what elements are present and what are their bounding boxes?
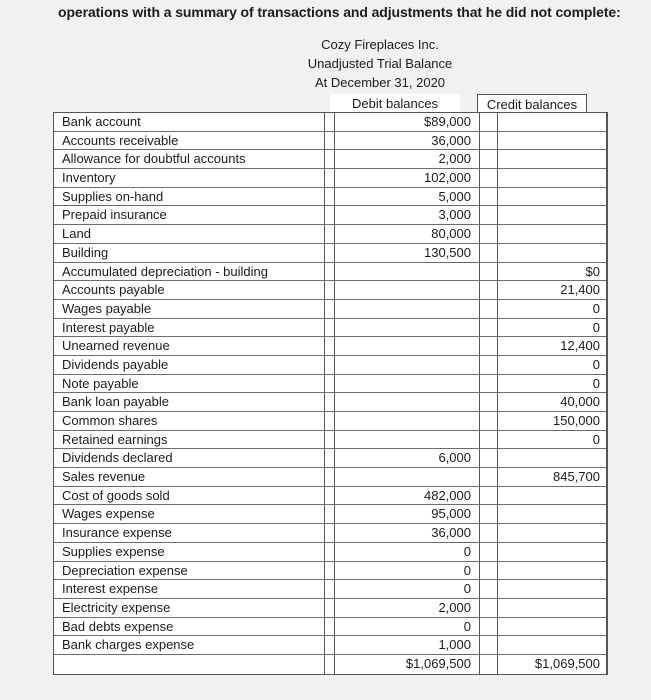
column-spacer: [480, 431, 497, 449]
debit-cell: 80,000: [334, 225, 480, 243]
account-name: Interest payable: [62, 319, 155, 335]
table-row: [54, 132, 607, 151]
credit-cell: [497, 505, 607, 523]
credit-balances-header: Credit balances: [477, 94, 587, 114]
column-spacer: [324, 431, 334, 449]
column-spacer: [480, 524, 497, 542]
credit-cell: [497, 543, 607, 561]
debit-cell: 6,000: [334, 449, 480, 467]
debit-cell: 1,000: [334, 636, 480, 654]
debit-cell: $1,069,500: [334, 655, 480, 674]
table-row: [54, 150, 607, 169]
debit-balances-header: Debit balances: [330, 94, 460, 113]
column-spacer: [480, 599, 497, 617]
debit-cell: $89,000: [334, 113, 480, 131]
table-row: [54, 113, 607, 132]
column-spacer: [324, 375, 334, 393]
credit-cell: [497, 580, 607, 598]
credit-cell: [497, 599, 607, 617]
credit-cell: 0: [497, 300, 607, 318]
column-spacer: [480, 113, 497, 131]
table-row: [54, 524, 607, 543]
account-name: Supplies on-hand: [62, 188, 164, 204]
column-spacer: [480, 449, 497, 467]
table-row: [54, 206, 607, 225]
table-row: [54, 225, 607, 244]
credit-cell: 40,000: [497, 393, 607, 411]
debit-cell: [334, 337, 480, 355]
account-name: Sales revenue: [62, 469, 146, 485]
column-spacer: [480, 468, 497, 486]
column-spacer: [480, 393, 497, 411]
column-spacer: [480, 300, 497, 318]
debit-cell: 482,000: [334, 487, 480, 505]
account-name: Dividends payable: [62, 356, 169, 372]
debit-cell: [334, 281, 480, 299]
debit-cell: [334, 468, 480, 486]
table-row: [54, 188, 607, 207]
credit-cell: [497, 113, 607, 131]
account-name: Allowance for doubtful accounts: [62, 151, 246, 167]
account-name: Dividends declared: [62, 450, 173, 466]
account-name: Bank account: [62, 114, 141, 129]
column-spacer: [324, 244, 334, 262]
column-spacer: [480, 487, 497, 505]
column-spacer: [480, 337, 497, 355]
credit-cell: [497, 449, 607, 467]
table-row: [54, 543, 607, 562]
account-name: Building: [62, 244, 109, 260]
table-row: [54, 431, 607, 450]
report-title: Unadjusted Trial Balance: [307, 56, 453, 71]
account-name: [54, 655, 324, 674]
column-spacer: [324, 449, 334, 467]
credit-cell: 150,000: [497, 412, 607, 430]
column-spacer: [480, 412, 497, 430]
table-row: [54, 337, 607, 356]
credit-cell: 0: [497, 356, 607, 374]
account-name: Inventory: [62, 170, 116, 186]
credit-cell: [497, 188, 607, 206]
table-row: [54, 487, 607, 506]
column-spacer: [324, 393, 334, 411]
column-spacer: [324, 337, 334, 355]
table-row: [54, 356, 607, 375]
credit-cell: [497, 636, 607, 654]
report-date: At December 31, 2020: [314, 75, 446, 90]
account-name: Prepaid insurance: [62, 207, 167, 223]
credit-cell: 0: [497, 375, 607, 393]
account-name: Retained earnings: [62, 431, 168, 447]
column-spacer: [324, 505, 334, 523]
report-titles: [250, 35, 510, 92]
table-row: [54, 449, 607, 468]
table-row: [54, 263, 607, 282]
column-spacer: [324, 412, 334, 430]
debit-cell: 0: [334, 543, 480, 561]
column-spacer: [324, 524, 334, 542]
credit-cell: [497, 562, 607, 580]
column-spacer: [480, 319, 497, 337]
column-spacer: [324, 132, 334, 150]
account-name: Unearned revenue: [62, 338, 170, 354]
table-row: [54, 412, 607, 431]
table-row: [54, 636, 607, 655]
debit-cell: [334, 319, 480, 337]
credit-cell: [497, 169, 607, 187]
column-spacer: [324, 618, 334, 636]
table-row: [54, 281, 607, 300]
column-spacer: [324, 188, 334, 206]
table-row: [54, 169, 607, 188]
debit-cell: 130,500: [334, 244, 480, 262]
credit-cell: [497, 618, 607, 636]
column-spacer: [480, 150, 497, 168]
debit-cell: 36,000: [334, 524, 480, 542]
debit-cell: 5,000: [334, 188, 480, 206]
account-name: Bad debts expense: [62, 618, 174, 634]
column-spacer: [480, 263, 497, 281]
table-row: [54, 300, 607, 319]
credit-cell: 845,700: [497, 468, 607, 486]
column-spacer: [324, 169, 334, 187]
column-spacer: [324, 487, 334, 505]
debit-cell: [334, 300, 480, 318]
table-row: [54, 580, 607, 599]
column-spacer: [480, 655, 497, 674]
debit-cell: 0: [334, 580, 480, 598]
column-spacer: [480, 356, 497, 374]
account-name: Cost of goods sold: [62, 487, 170, 503]
credit-cell: [497, 244, 607, 262]
column-spacer: [324, 225, 334, 243]
trial-balance-table: [53, 112, 608, 675]
table-row: [54, 393, 607, 412]
account-name: Supplies expense: [62, 543, 165, 559]
company-name: Cozy Fireplaces Inc.: [321, 37, 439, 52]
column-spacer: [324, 636, 334, 654]
credit-cell: $1,069,500: [497, 655, 607, 674]
table-row: [54, 375, 607, 394]
column-spacer: [480, 206, 497, 224]
totals-row: [54, 655, 607, 674]
column-spacer: [324, 599, 334, 617]
column-spacer: [324, 113, 334, 131]
debit-cell: 95,000: [334, 505, 480, 523]
column-spacer: [324, 150, 334, 168]
debit-cell: 3,000: [334, 206, 480, 224]
column-spacer: [480, 188, 497, 206]
column-spacer: [480, 225, 497, 243]
credit-cell: [497, 225, 607, 243]
column-spacer: [324, 300, 334, 318]
account-name: Accumulated depreciation - building: [62, 263, 268, 279]
column-spacer: [480, 618, 497, 636]
account-name: Bank loan payable: [62, 394, 169, 410]
account-name: Accounts receivable: [62, 132, 179, 148]
column-spacer: [324, 206, 334, 224]
table-row: [54, 468, 607, 487]
column-spacer: [324, 655, 334, 674]
column-spacer: [480, 375, 497, 393]
debit-cell: [334, 356, 480, 374]
debit-cell: 2,000: [334, 599, 480, 617]
account-name: Wages expense: [62, 506, 155, 522]
debit-cell: [334, 393, 480, 411]
column-spacer: [480, 505, 497, 523]
account-name: Common shares: [62, 413, 158, 428]
account-name: Electricity expense: [62, 599, 171, 615]
intro-text: operations with a summary of transactions and adjustments that he did not complete:: [58, 4, 621, 20]
account-name: Insurance expense: [62, 525, 172, 541]
column-spacer: [324, 580, 334, 598]
credit-cell: [497, 150, 607, 168]
table-row: [54, 562, 607, 581]
table-row: [54, 599, 607, 618]
column-spacer: [480, 132, 497, 150]
column-spacer: [480, 244, 497, 262]
debit-cell: [334, 263, 480, 281]
debit-cell: 0: [334, 618, 480, 636]
credit-cell: 21,400: [497, 281, 607, 299]
credit-cell: 0: [497, 431, 607, 449]
account-name: Accounts payable: [62, 282, 165, 298]
account-name: Land: [62, 226, 91, 242]
account-name: Interest expense: [62, 581, 159, 597]
column-spacer: [480, 543, 497, 561]
credit-cell: [497, 132, 607, 150]
debit-cell: 2,000: [334, 150, 480, 168]
account-name: Wages payable: [62, 300, 152, 316]
credit-cell: [497, 524, 607, 542]
column-spacer: [324, 281, 334, 299]
debit-cell: [334, 412, 480, 430]
credit-cell: 0: [497, 319, 607, 337]
credit-cell: [497, 206, 607, 224]
debit-cell: 36,000: [334, 132, 480, 150]
column-spacer: [480, 281, 497, 299]
column-spacer: [480, 580, 497, 598]
column-spacer: [324, 319, 334, 337]
column-spacer: [324, 263, 334, 281]
debit-cell: 0: [334, 562, 480, 580]
credit-cell: 12,400: [497, 337, 607, 355]
column-spacer: [324, 543, 334, 561]
column-spacer: [480, 636, 497, 654]
credit-cell: $0: [497, 263, 607, 281]
account-name: Note payable: [62, 375, 139, 391]
column-spacer: [324, 562, 334, 580]
debit-cell: 102,000: [334, 169, 480, 187]
table-row: [54, 505, 607, 524]
account-name: Bank charges expense: [62, 637, 195, 653]
column-spacer: [324, 468, 334, 486]
account-name: Depreciation expense: [62, 562, 188, 578]
table-row: [54, 618, 607, 637]
credit-cell: [497, 487, 607, 505]
column-spacer: [324, 356, 334, 374]
debit-cell: [334, 431, 480, 449]
column-spacer: [480, 169, 497, 187]
table-row: [54, 244, 607, 263]
debit-cell: [334, 375, 480, 393]
table-row: [54, 319, 607, 338]
column-spacer: [480, 562, 497, 580]
